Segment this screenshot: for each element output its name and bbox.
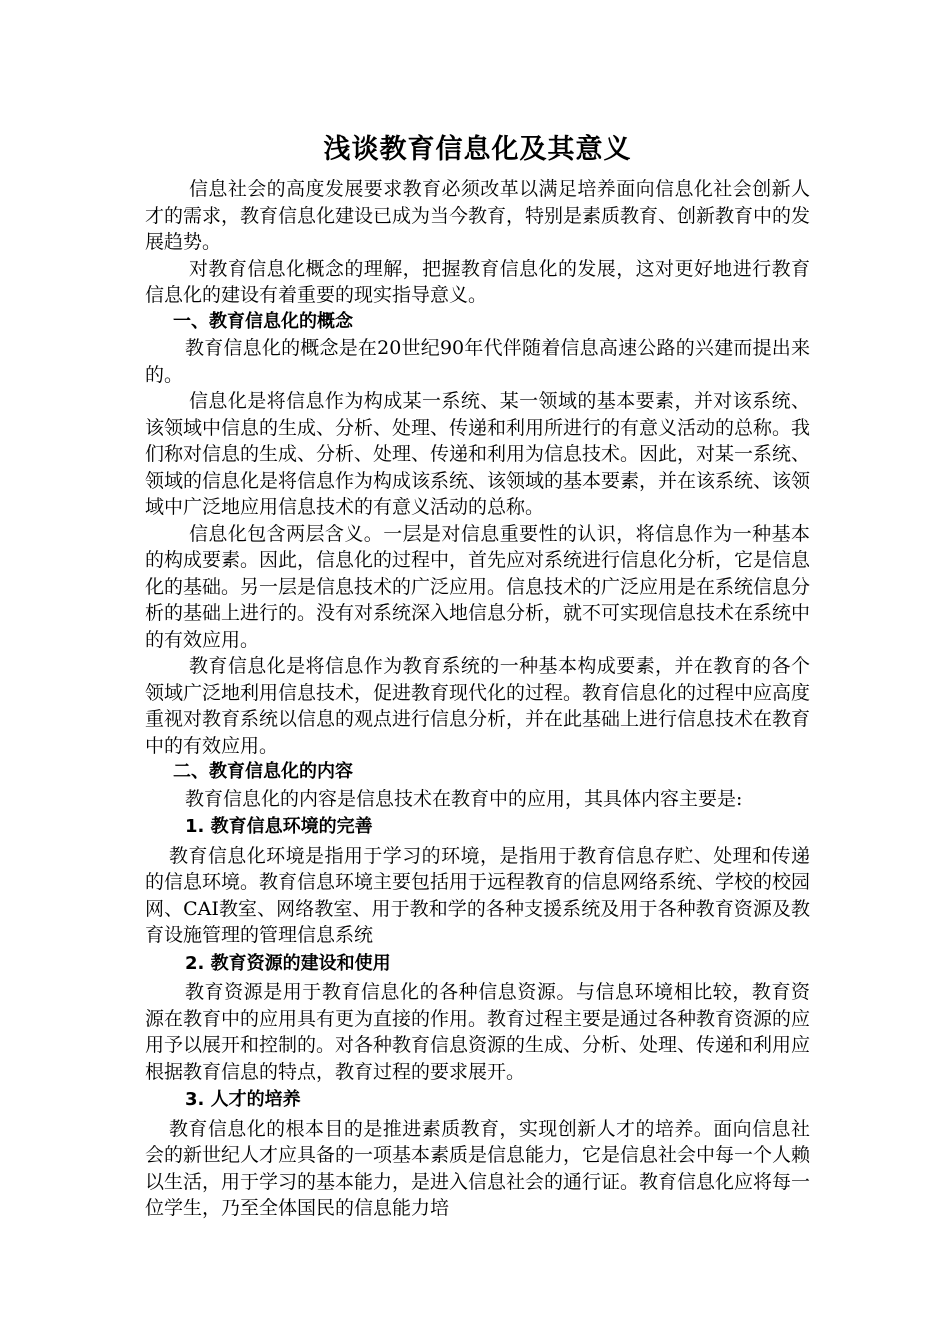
section-2-heading: 二、教育信息化的内容 bbox=[173, 761, 353, 782]
document-title: 浅谈教育信息化及其意义 bbox=[323, 134, 632, 165]
subsection-1-text: 教育信息化环境是指用于学习的环境，是指用于教育信息存贮、处理和传递的信息环境。教育信息环境主要包括用于远程教育的信息网络系统、学校的校园网、CAI教室、网络教室、用于教和学的各种支援系统及用于各种教育资源及教育设施管理的管理信息系统 bbox=[145, 844, 811, 946]
subsection-1-heading: 1. 教育信息环境的完善 bbox=[185, 816, 373, 837]
section-1-paragraph-2: 信息化是将信息作为构成某一系统、某一领域的基本要素，并对该系统、该领域中信息的生成、分析、处理、传递和利用所进行的有意义活动的总称。我们称对信息的生成、分析、处理、传递和利用为信息技术。因此，对某一系统、领域的信息化是将信息作为构成该系统、该领域的基本要素，并在该系统、该领域中广泛地应用信息技术的有意义活动的总称。 bbox=[145, 390, 811, 518]
section-1-paragraph-4: 教育信息化是将信息作为教育系统的一种基本构成要素，并在教育的各个领域广泛地利用信息技术，促进教育现代化的过程。教育信息化的过程中应高度重视对教育系统以信息的观点进行信息分析，并在此基础上进行信息技术在教育中的有效应用。 bbox=[145, 655, 811, 757]
subsection-2-heading: 2. 教育资源的建设和使用 bbox=[185, 952, 391, 974]
section-1-heading: 一、教育信息化的概念 bbox=[173, 310, 353, 332]
subsection-3-text: 教育信息化的根本目的是推进素质教育，实现创新人才的培养。面向信息社会的新世纪人才应具备的一项基本素质是信息能力，它是信息社会中每一个人赖以生活，用于学习的基本能力，是进入信息社会的通行证。教育信息化应将每一位学生，乃至全体国民的信息能力培 bbox=[145, 1117, 811, 1219]
intro-paragraph-1: 信息社会的高度发展要求教育必须改革以满足培养面向信息化社会创新人才的需求，教育信息化建设已成为当今教育，特别是素质教育、创新教育中的发展趋势。 bbox=[145, 178, 811, 253]
section-2-intro: 教育信息化的内容是信息技术在教育中的应用，其具体内容主要是: bbox=[185, 787, 743, 810]
subsection-2-text: 教育资源是用于教育信息化的各种信息资源。与信息环境相比较，教育资源在教育中的应用具有更为直接的作用。教育过程主要是通过各种教育资源的应用予以展开和控制的。对各种教育信息资源的生成、分析、处理、传递和利用应根据教育信息的特点，教育过程的要求展开。 bbox=[145, 981, 811, 1083]
section-1-paragraph-3: 信息化包含两层含义。一层是对信息重要性的认识，将信息作为一种基本的构成要素。因此，信息化的过程中，首先应对系统进行信息化分析，它是信息化的基础。另一层是信息技术的广泛应用。信息技术的广泛应用是在系统信息分析的基础上进行的。没有对系统深入地信息分析，就不可实现信息技术在系统中的有效应用。 bbox=[145, 522, 811, 651]
section-1-paragraph-1: 教育信息化的概念是在20世纪90年代伴随着信息高速公路的兴建而提出来的。 bbox=[145, 337, 810, 386]
intro-paragraph-2: 对教育信息化概念的理解，把握教育信息化的发展，这对更好地进行教育信息化的建设有着重要的现实指导意义。 bbox=[145, 257, 810, 306]
document-page bbox=[145, 128, 810, 1222]
subsection-3-heading: 3. 人才的培养 bbox=[185, 1089, 301, 1110]
